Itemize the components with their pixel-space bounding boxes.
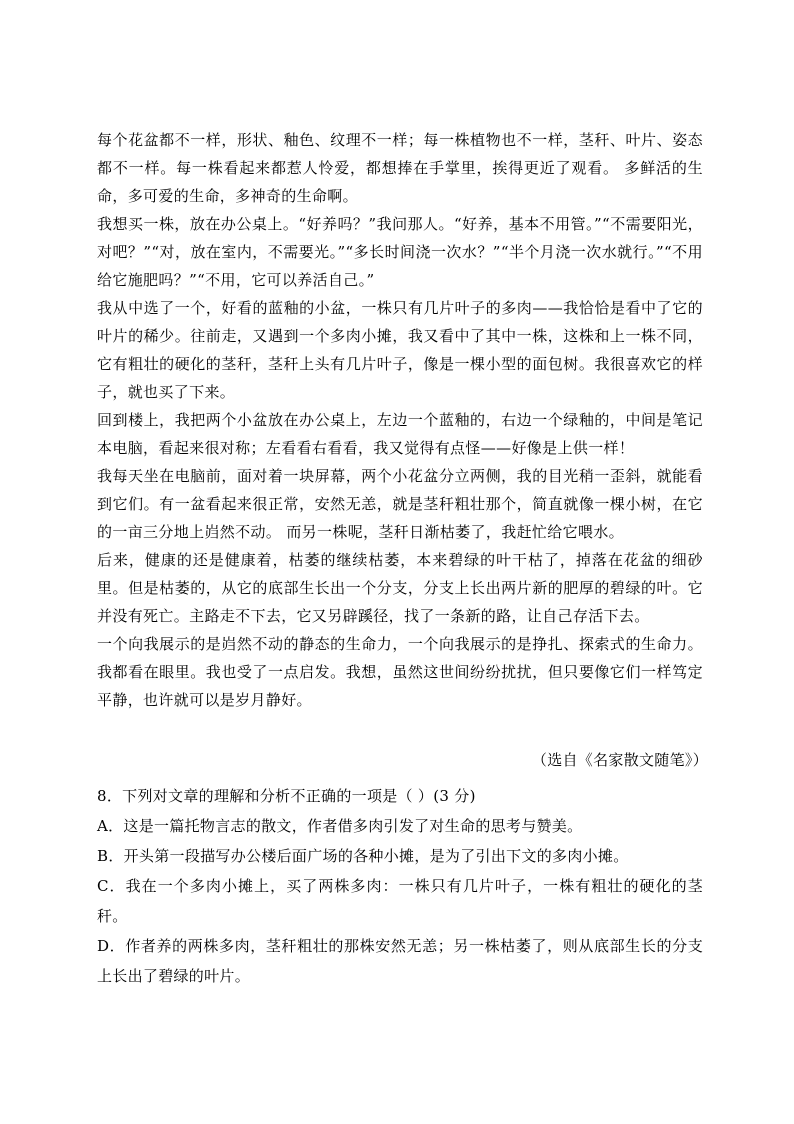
passage-paragraph-5: 我每天坐在电脑前，面对着一块屏幕，两个小花盆分立两侧，我的目光稍一歪斜，就能看到它们。有一盆看起来很正常，安然无恙，就是茎秆粗壮那个，简直就像一棵小树，在它的一亩三分地上岿然不动。 而另一株呢，茎秆日渐枯萎了，我赶忙给它喂水。 xyxy=(97,467,703,541)
passage-paragraph-7: 一个向我展示的是岿然不动的静态的生命力，一个向我展示的是挣扎、探索式的生命力。我都看在眼里。我也受了一点启发。我想，虽然这世间纷纷扰扰，但只要像它们一样笃定平静，也许就可以是岁月静好。 xyxy=(97,635,703,709)
source-citation: （选自《名家散文随笔》） xyxy=(531,751,708,769)
question-option-c: C．我在一个多肉小摊上，买了两株多肉：一株只有几片叶子，一株有粗壮的硬化的茎秆。 xyxy=(97,877,703,925)
question-option-d: D．作者养的两株多肉，茎秆粗壮的那株安然无恙；另一株枯萎了，则从底部生长的分支上长出了碧绿的叶片。 xyxy=(97,937,703,985)
passage-paragraph-2: 我想买一株，放在办公桌上。“好养吗？”我问那人。“好养，基本不用管。”“不需要阳光，对吧？”“对，放在室内，不需要光。”“多长时间浇一次水？”“半个月浇一次水就行。”“不用给它施肥吗？”“不用，它可以养活自己。” xyxy=(97,215,703,289)
question-stem: 8．下列对文章的理解和分析不正确的一项是（ ）(3 分) xyxy=(97,787,476,805)
passage-paragraph-1: 每个花盆都不一样，形状、釉色、纹理不一样；每一株植物也不一样，茎秆、叶片、姿态都不一样。每一株看起来都惹人怜爱，都想捧在手掌里，挨得更近了观看。 多鲜活的生命，多可爱的生命，多神奇的生命啊。 xyxy=(97,131,703,205)
passage-paragraph-6: 后来，健康的还是健康着，枯萎的继续枯萎，本来碧绿的叶干枯了，掉落在花盆的细砂里。但是枯萎的，从它的底部生长出一个分支，分支上长出两片新的肥厚的碧绿的叶。它并没有死亡。主路走不下去，它又另辟蹊径，找了一条新的路，让自己存活下去。 xyxy=(97,551,703,625)
passage-paragraph-4: 回到楼上，我把两个小盆放在办公桌上，左边一个蓝釉的，右边一个绿釉的，中间是笔记本电脑，看起来很对称；左看看右看看，我又觉得有点怪——好像是上供一样！ xyxy=(97,411,703,457)
question-option-b: B．开头第一段描写办公楼后面广场的各种小摊，是为了引出下文的多肉小摊。 xyxy=(97,847,629,865)
essay-passage xyxy=(97,126,703,714)
passage-paragraph-3: 我从中选了一个，好看的蓝釉的小盆，一株只有几片叶子的多肉——我恰恰是看中了它的叶片的稀少。往前走，又遇到一个多肉小摊，我又看中了其中一株，这株和上一株不同，它有粗壮的硬化的茎秆，茎秆上头有几片叶子，像是一棵小型的面包树。我很喜欢它的样子，就也买了下来。 xyxy=(97,299,703,401)
question-option-a: A．这是一篇托物言志的散文，作者借多肉引发了对生命的思考与赞美。 xyxy=(97,817,583,835)
question-8 xyxy=(97,781,703,991)
